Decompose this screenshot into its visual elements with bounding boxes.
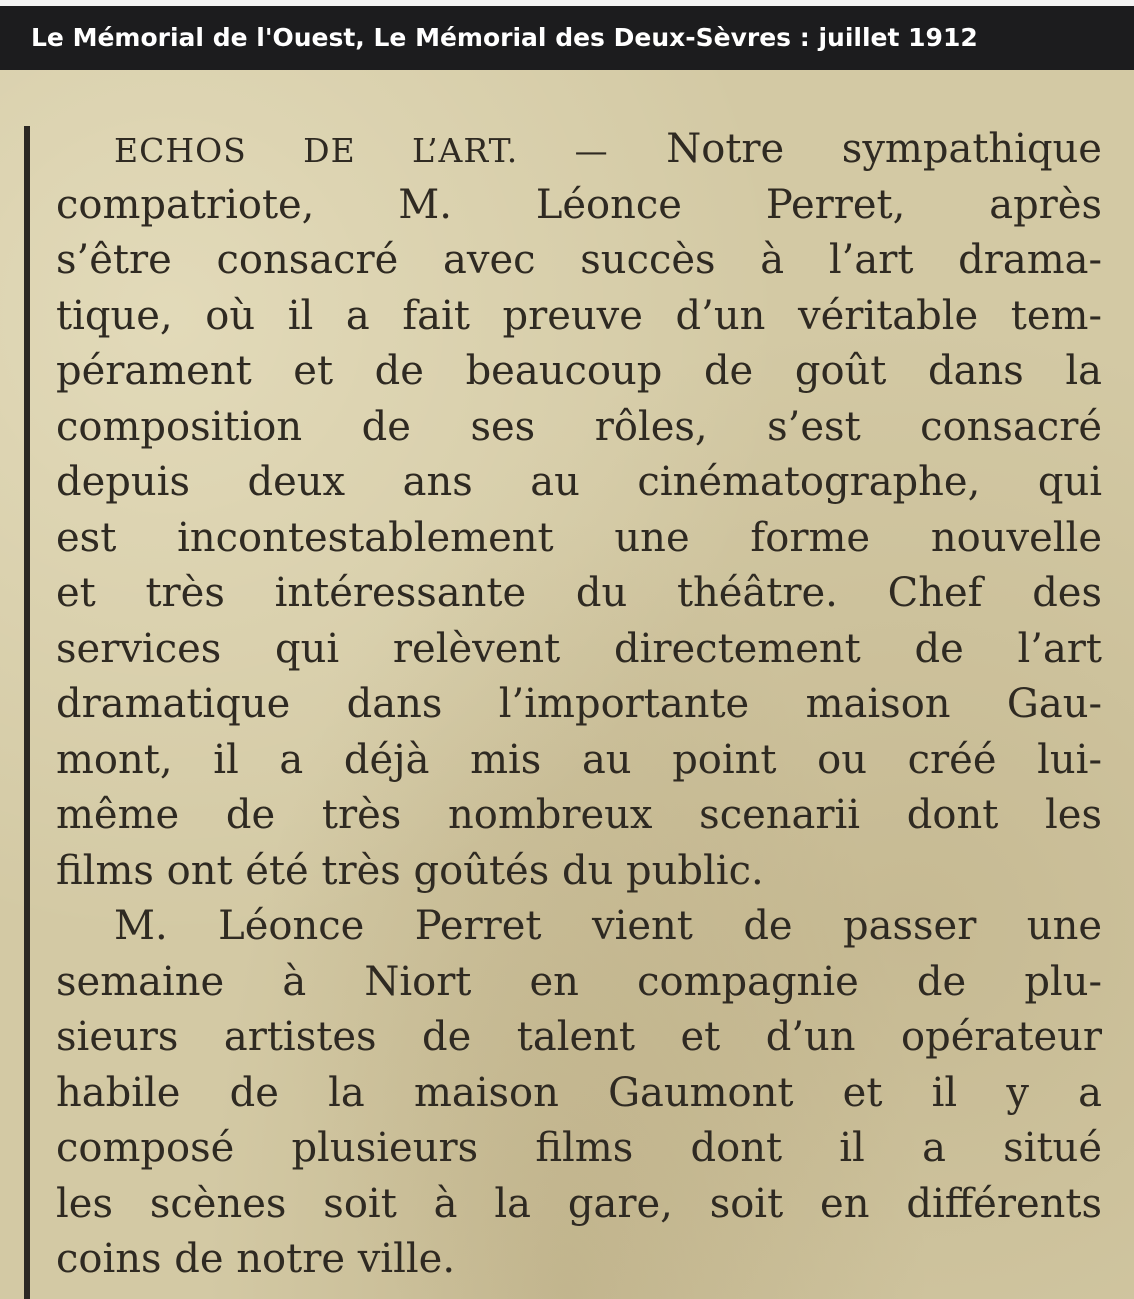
article-line: composé plusieurs films dont il a situé <box>56 1125 1102 1171</box>
article-line: compatriote, M. Léonce Perret, après <box>56 181 1102 228</box>
title-bar <box>0 6 1134 70</box>
article-line: M. Léonce Perret vient de passer une <box>114 903 1102 949</box>
article-line: même de très nombreux scenarii dont les <box>56 792 1102 838</box>
column-rule <box>24 126 30 1299</box>
article-line: depuis deux ans au cinématographe, qui <box>56 459 1102 505</box>
article-line: habile de la maison Gaumont et il y a <box>56 1069 1102 1116</box>
newspaper-clipping <box>0 70 1134 1299</box>
article-line: et très intéressante du théâtre. Chef des <box>56 570 1102 616</box>
article-heading: ECHOS DE L’ART. — <box>114 131 609 170</box>
article-line: ECHOS DE L’ART. — Notre sympathique <box>114 126 1102 172</box>
window-title: Le Mémorial de l'Ouest, Le Mémorial des Deux-Sèvres : juillet 1912 <box>31 23 978 52</box>
article-line: s’être consacré avec succès à l’art drama- <box>56 237 1102 283</box>
article-line: les scènes soit à la gare, soit en différents <box>56 1180 1102 1227</box>
article-line: pérament et de beaucoup de goût dans la <box>56 348 1102 394</box>
article-line: services qui relèvent directement de l’art <box>56 625 1102 672</box>
article-line: tique, où il a fait preuve d’un véritable tem- <box>56 292 1102 339</box>
article-line: semaine à Niort en compagnie de plu- <box>56 958 1102 1005</box>
article-line: dramatique dans l’importante maison Gau- <box>56 681 1102 727</box>
article-line: composition de ses rôles, s’est consacré <box>56 403 1102 450</box>
article-line: est incontestablement une forme nouvelle <box>56 514 1102 561</box>
article-text <box>56 122 1102 1288</box>
article-line: sieurs artistes de talent et d’un opérateur <box>56 1014 1102 1060</box>
article-line: mont, il a déjà mis au point ou créé lui- <box>56 736 1102 783</box>
article-line: films ont été très goûtés du public. <box>56 847 764 894</box>
article-line: coins de notre ville. <box>56 1236 456 1282</box>
